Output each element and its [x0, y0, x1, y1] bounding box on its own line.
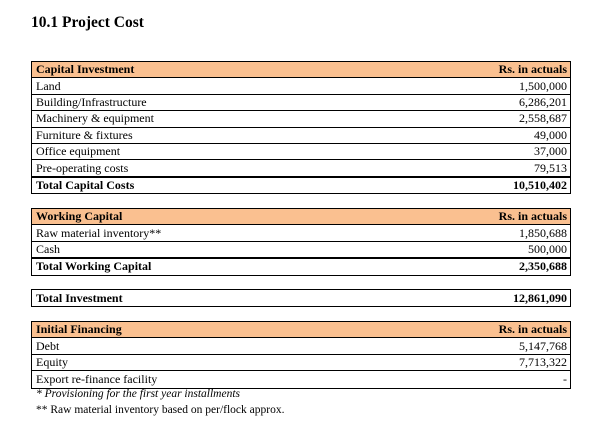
- section-heading: 10.1 Project Cost: [31, 14, 144, 31]
- row-value: 49,000: [534, 127, 567, 142]
- initial-financing-table: [31, 321, 571, 389]
- row-label: Equity: [36, 354, 68, 369]
- row-label: Raw material inventory**: [36, 225, 162, 240]
- row-value: 1,850,688: [519, 225, 567, 240]
- row-value: 500,000: [528, 241, 567, 256]
- table-row: [32, 242, 570, 258]
- header-unit: Rs. in actuals: [498, 209, 567, 224]
- total-row: [32, 290, 570, 306]
- total-label: Total Working Capital: [36, 259, 152, 274]
- row-value: -: [563, 371, 567, 386]
- total-value: 10,510,402: [513, 177, 567, 192]
- table-row: [32, 160, 570, 176]
- capital-investment-table: [31, 61, 571, 194]
- total-row: [32, 258, 570, 274]
- row-value: 6,286,201: [519, 94, 567, 109]
- row-value: 5,147,768: [519, 338, 567, 353]
- row-label: Office equipment: [36, 144, 121, 159]
- header-label: Working Capital: [36, 209, 123, 224]
- table-header: [32, 322, 570, 338]
- table-row: [32, 95, 570, 111]
- row-label: Pre-operating costs: [36, 160, 129, 175]
- row-value: 37,000: [534, 144, 567, 159]
- header-unit: Rs. in actuals: [498, 62, 567, 77]
- table-row: [32, 225, 570, 241]
- row-label: Cash: [36, 241, 60, 256]
- total-label: Total Investment: [36, 290, 123, 305]
- row-value: 7,713,322: [519, 354, 567, 369]
- row-value: 2,558,687: [519, 111, 567, 126]
- row-value: 79,513: [534, 160, 567, 175]
- table-row: [32, 111, 570, 127]
- table-row: [32, 144, 570, 160]
- total-value: 12,861,090: [513, 290, 567, 305]
- table-header: [32, 62, 570, 78]
- total-value: 2,350,688: [519, 259, 567, 274]
- table-row: [32, 371, 570, 387]
- total-label: Total Capital Costs: [36, 177, 135, 192]
- row-label: Land: [36, 78, 61, 93]
- footnote-inventory: ** Raw material inventory based on per/flock approx.: [36, 404, 285, 416]
- header-label: Initial Financing: [36, 322, 122, 337]
- row-value: 1,500,000: [519, 78, 567, 93]
- row-label: Export re-finance facility: [36, 371, 158, 386]
- row-label: Machinery & equipment: [36, 111, 154, 126]
- footnote-installments: * Provisioning for the first year installments: [36, 388, 241, 400]
- row-label: Building/Infrastructure: [36, 94, 147, 109]
- total-row: [32, 177, 570, 193]
- total-investment-table: [31, 289, 571, 307]
- working-capital-table: [31, 208, 571, 276]
- table-header: [32, 209, 570, 225]
- table-row: [32, 338, 570, 354]
- row-label: Debt: [36, 338, 60, 353]
- header-label: Capital Investment: [36, 62, 135, 77]
- table-row: [32, 128, 570, 144]
- row-label: Furniture & fixtures: [36, 127, 133, 142]
- table-row: [32, 355, 570, 371]
- table-row: [32, 78, 570, 94]
- header-unit: Rs. in actuals: [498, 322, 567, 337]
